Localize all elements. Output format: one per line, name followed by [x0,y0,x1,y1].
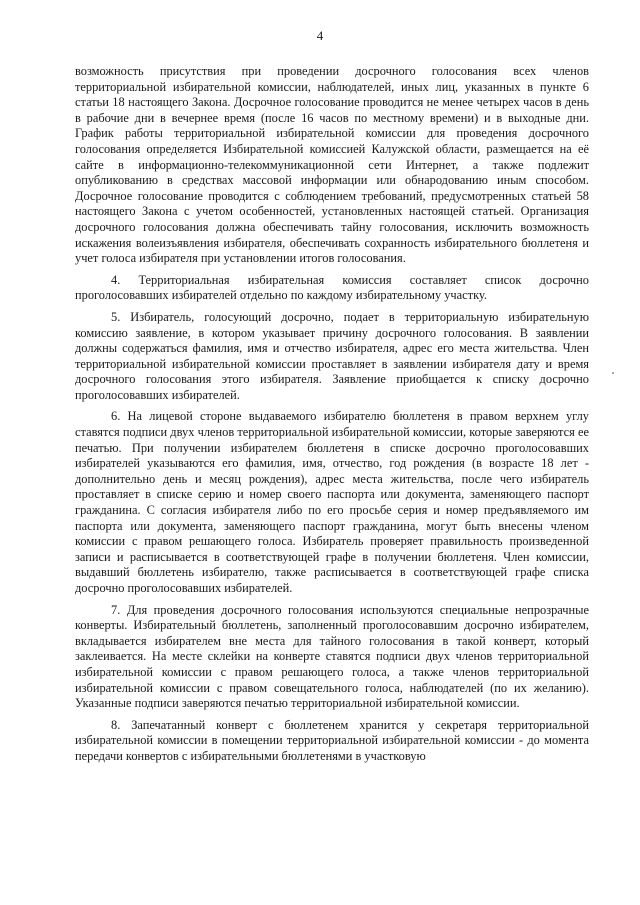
paragraph-5: 5. Избиратель, голосующий досрочно, подает в территориальную избирательную комиссию заявление, в котором указывает причину досрочного голосования. В заявлении должны содержаться фамилия, имя и отчество избирателя, адрес его места жительства. Член территориальной избирательной комиссии проставляет в заявлении избирателя дату и время досрочного голосования этого избирателя. Заявление приобщается к списку досрочно проголосовавших избирателей. [75,309,589,402]
paragraph-8: 8. Запечатанный конверт с бюллетенем хранится у секретаря территориальной избирательной комиссии в помещении территориальной избирательной комиссии - до момента передачи конвертов с избирательными бюллетенями в участковую [75,717,589,763]
document-body [75,64,589,765]
paragraph-continuation: возможность присутствия при проведении досрочного голосования всех членов территориальной избирательной комиссии, наблюдателей, иных лиц, указанных в пункте 6 статьи 18 настоящего Закона. Досрочное голосование проводится не менее четырех часов в день в рабочие дни в вечернее время (после 16 часов по местному времени) и в выходные дни. График работы территориальной избирательной комиссии для проведения досрочного голосования определяется Избирательной комиссией Калужской области, размещается на её сайте в информационно-телекоммуникационной сети Интернет, а также подлежит опубликованию в средствах массовой информации или обнародованию иным способом. Досрочное голосование проводится с соблюдением требований, предусмотренных статьей 58 настоящего Закона с учетом особенностей, установленных настоящей статьей. Организация досрочного голосования должна обеспечивать тайну голосования, исключить возможность искажения волеизъявления избирателя, обеспечивать сохранность избирательного бюллетеня и учет голоса избирателя при установлении итогов голосования. [75,64,589,266]
scan-speck [612,372,614,374]
paragraph-7: 7. Для проведения досрочного голосования используются специальные непрозрачные конверты. Избирательный бюллетень, заполненный проголосовавшим досрочно избирателем, вкладывается избирателем вне места для тайного голосования в такой конверт, который заклеивается. На месте склейки на конверте ставятся подписи двух членов территориальной избирательной комиссии с правом решающего голоса, а также членов территориальной избирательной комиссии с правом совещательного голоса, наблюдателей (по их желанию). Указанные подписи заверяются печатью территориальной избирательной комиссии. [75,602,589,711]
paragraph-6: 6. На лицевой стороне выдаваемого избирателю бюллетеня в правом верхнем углу ставятся подписи двух членов территориальной избирательной комиссии, которые заверяются ее печатью. При получении избирателем бюллетеня в списке досрочно проголосовавших избирателей указываются его фамилия, имя, отчество, год рождения (в возрасте 18 лет - дополнительно день и месяц рождения), адрес места жительства, после чего избиратель проставляет в списке серию и номер своего паспорта или документа, заменяющего паспорт гражданина. С согласия избирателя либо по его просьбе серия и номер предъявляемого им паспорта или документа, заменяющего паспорт гражданина, могут быть внесены членом комиссии с правом решающего голоса. Избиратель проверяет правильность произведенной записи и расписывается в соответствующей графе в получении бюллетеня. Член комиссии, выдавший бюллетень избирателю, также расписывается в соответствующей графе списка досрочно проголосовавших избирателей. [75,409,589,595]
page-number: 4 [316,28,324,43]
paragraph-4: 4. Территориальная избирательная комиссия составляет список досрочно проголосовавших избирателей отдельно по каждому избирательному участку. [75,272,589,303]
